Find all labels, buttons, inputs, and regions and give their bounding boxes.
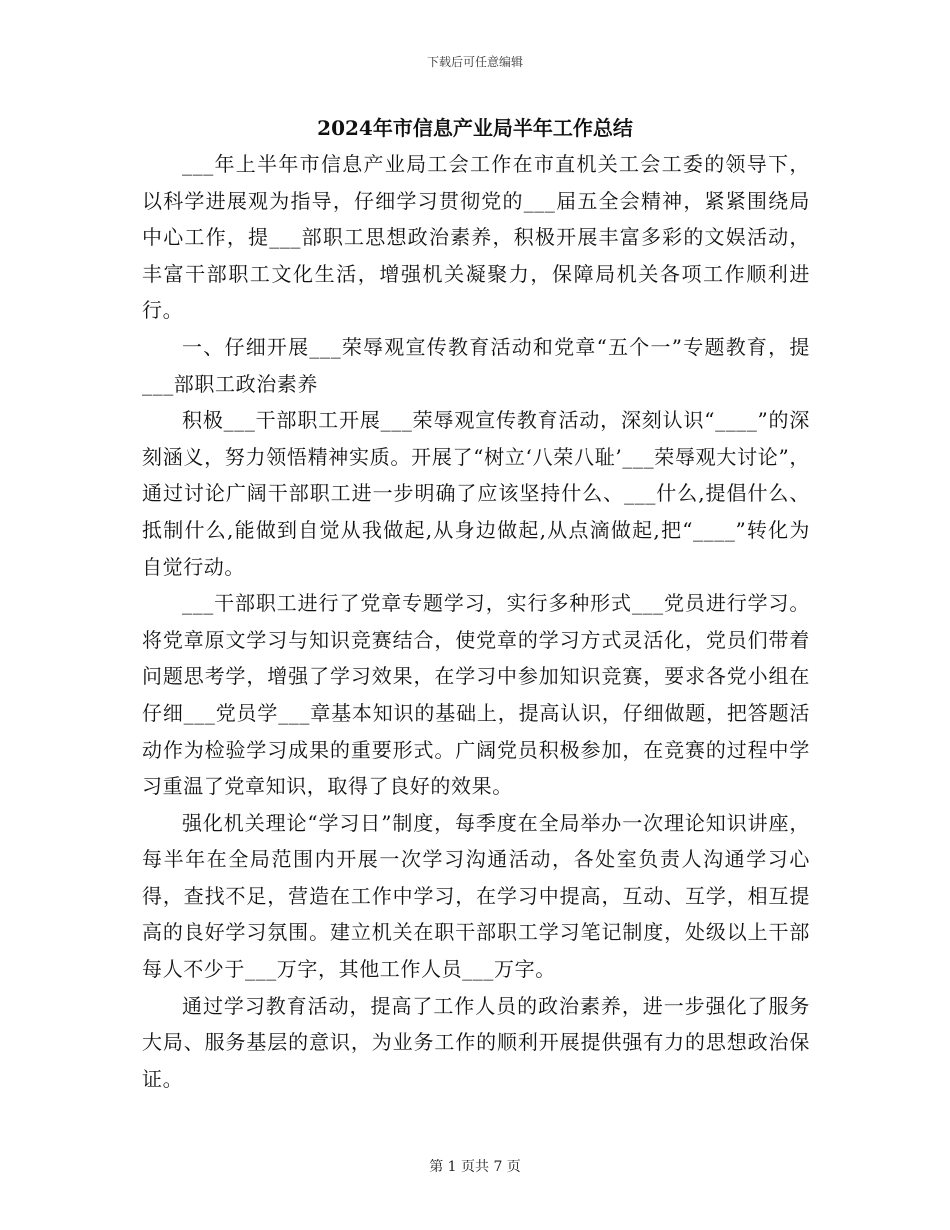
paragraph-1: ___年上半年市信息产业局工会工作在市直机关工会工委的领导下，以科学进展观为指导，仔细学习贯彻党的___届五全会精神，紧紧围绕局中心工作，提___部职工思想政治素养，积极开展丰富多彩的文娱活动，丰富干部职工文化生活，增强机关凝聚力，保障局机关各项工作顺利进行。 (142, 152, 810, 323)
document-title: 2024年市信息产业局半年工作总结 (317, 116, 633, 140)
paragraph-5: 强化机关理论“学习日”制度，每季度在全局举办一次理论知识讲座，每半年在全局范围内开展一次学习沟通活动，各处室负责人沟通学习心得，查找不足，营造在工作中学习，在学习中提高，互动、互学，相互提高的良好学习氛围。建立机关在职干部职工学习笔记制度，处级以上干部每人不少于___万字，其他工作人员___万字。 (142, 810, 810, 982)
header-note: 下载后可任意编辑 (426, 55, 523, 69)
paragraph-2-heading: 一、仔细开展___荣辱观宣传教育活动和党章“五个一”专题教育，提___部职工政治素养 (142, 334, 810, 396)
document-body (142, 146, 810, 1097)
paragraph-3: 积极___干部职工开展___荣辱观宣传教育活动，深刻认识“____”的深刻涵义，努力领悟精神实质。开展了“树立‘八荣八耻’___荣辱观大讨论”，通过讨论广阔干部职工进一步明确了应该坚持什么、___什么,提倡什么、抵制什么,能做到自觉从我做起,从身边做起,从点滴做起,把“____”转化为自觉行动。 (142, 408, 810, 579)
paragraph-4: ___干部职工进行了党章专题学习，实行多种形式___党员进行学习。将党章原文学习与知识竞赛结合，使党章的学习方式灵活化，党员们带着问题思考学，增强了学习效果，在学习中参加知识竞赛，要求各党小组在仔细___党员学___章基本知识的基础上，提高认识，仔细做题，把答题活动作为检验学习成果的重要形式。广阔党员积极参加，在竞赛的过程中学习重温了党章知识，取得了良好的效果。 (142, 591, 810, 799)
paragraph-6: 通过学习教育活动，提高了工作人员的政治素养，进一步强化了服务大局、服务基层的意识，为业务工作的顺利开展提供强有力的思想政治保证。 (142, 993, 810, 1091)
page-number: 第 1 页共 7 页 (429, 1159, 521, 1175)
